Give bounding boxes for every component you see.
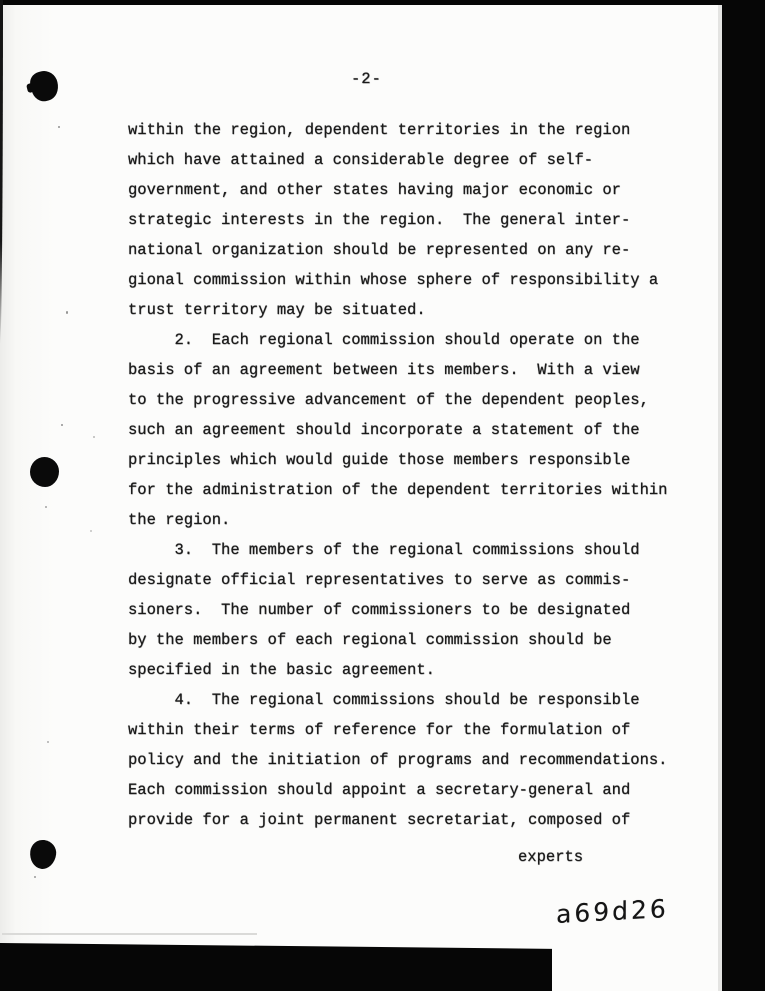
typed-line: the region. bbox=[128, 511, 231, 529]
scan-edge-bottom bbox=[0, 942, 552, 991]
typed-line: which have attained a considerable degree of self- bbox=[128, 151, 594, 169]
scan-speckle bbox=[47, 741, 49, 743]
typed-line: such an agreement should incorporate a statement of the bbox=[128, 421, 640, 439]
scan-smudge bbox=[2, 933, 257, 935]
typed-line: strategic interests in the region. The general inter- bbox=[128, 211, 631, 229]
typed-line: principles which would guide those members responsible bbox=[128, 451, 631, 469]
typed-line: Each commission should appoint a secretary-general and bbox=[128, 781, 631, 799]
scan-speckle bbox=[90, 530, 92, 532]
typed-line: within their terms of reference for the formulation of bbox=[128, 721, 631, 739]
scan-speckle bbox=[66, 311, 68, 314]
continuation-word: experts bbox=[518, 848, 584, 866]
typed-line: sioners. The number of commissioners to be designated bbox=[128, 601, 631, 619]
scan-speckle bbox=[61, 424, 63, 426]
typed-body bbox=[128, 115, 688, 835]
typed-line: gional commission within whose sphere of responsibility a bbox=[128, 271, 659, 289]
hole-punch-top bbox=[28, 68, 61, 104]
scan-edge-left bbox=[0, 0, 3, 345]
scan-edge-top bbox=[0, 0, 765, 5]
typed-line: policy and the initiation of programs and recommendations. bbox=[128, 751, 668, 769]
typed-line: 2. Each regional commission should operate on the bbox=[128, 331, 640, 349]
typed-line: to the progressive advancement of the dependent peoples, bbox=[128, 391, 649, 409]
typed-line: 3. The members of the regional commissions should bbox=[128, 541, 640, 559]
typed-line: national organization should be represented on any re- bbox=[128, 241, 631, 259]
scan-speckle bbox=[34, 876, 36, 878]
typed-line: by the members of each regional commission should be bbox=[128, 631, 612, 649]
scan-speckle bbox=[93, 436, 95, 438]
typed-line: specified in the basic agreement. bbox=[128, 661, 435, 679]
typed-line: for the administration of the dependent territories within bbox=[128, 481, 668, 499]
scan-speckle bbox=[45, 506, 47, 508]
hole-punch-middle bbox=[30, 457, 59, 487]
scan-edge-right bbox=[722, 0, 765, 991]
typed-line: designate official representatives to serve as commis- bbox=[128, 571, 631, 589]
typed-line: within the region, dependent territories in the region bbox=[128, 121, 631, 139]
handwritten-code: a69d26 bbox=[556, 894, 669, 929]
typed-line: 4. The regional commissions should be responsible bbox=[128, 691, 640, 709]
typed-line: trust territory may be situated. bbox=[128, 301, 426, 319]
typed-line: basis of an agreement between its members. With a view bbox=[128, 361, 640, 379]
typed-line: government, and other states having major economic or bbox=[128, 181, 621, 199]
page-number: -2- bbox=[351, 70, 382, 88]
typed-line: provide for a joint permanent secretariat, composed of bbox=[128, 811, 631, 829]
scan-speckle bbox=[58, 126, 60, 128]
hole-punch-bottom bbox=[28, 839, 57, 871]
